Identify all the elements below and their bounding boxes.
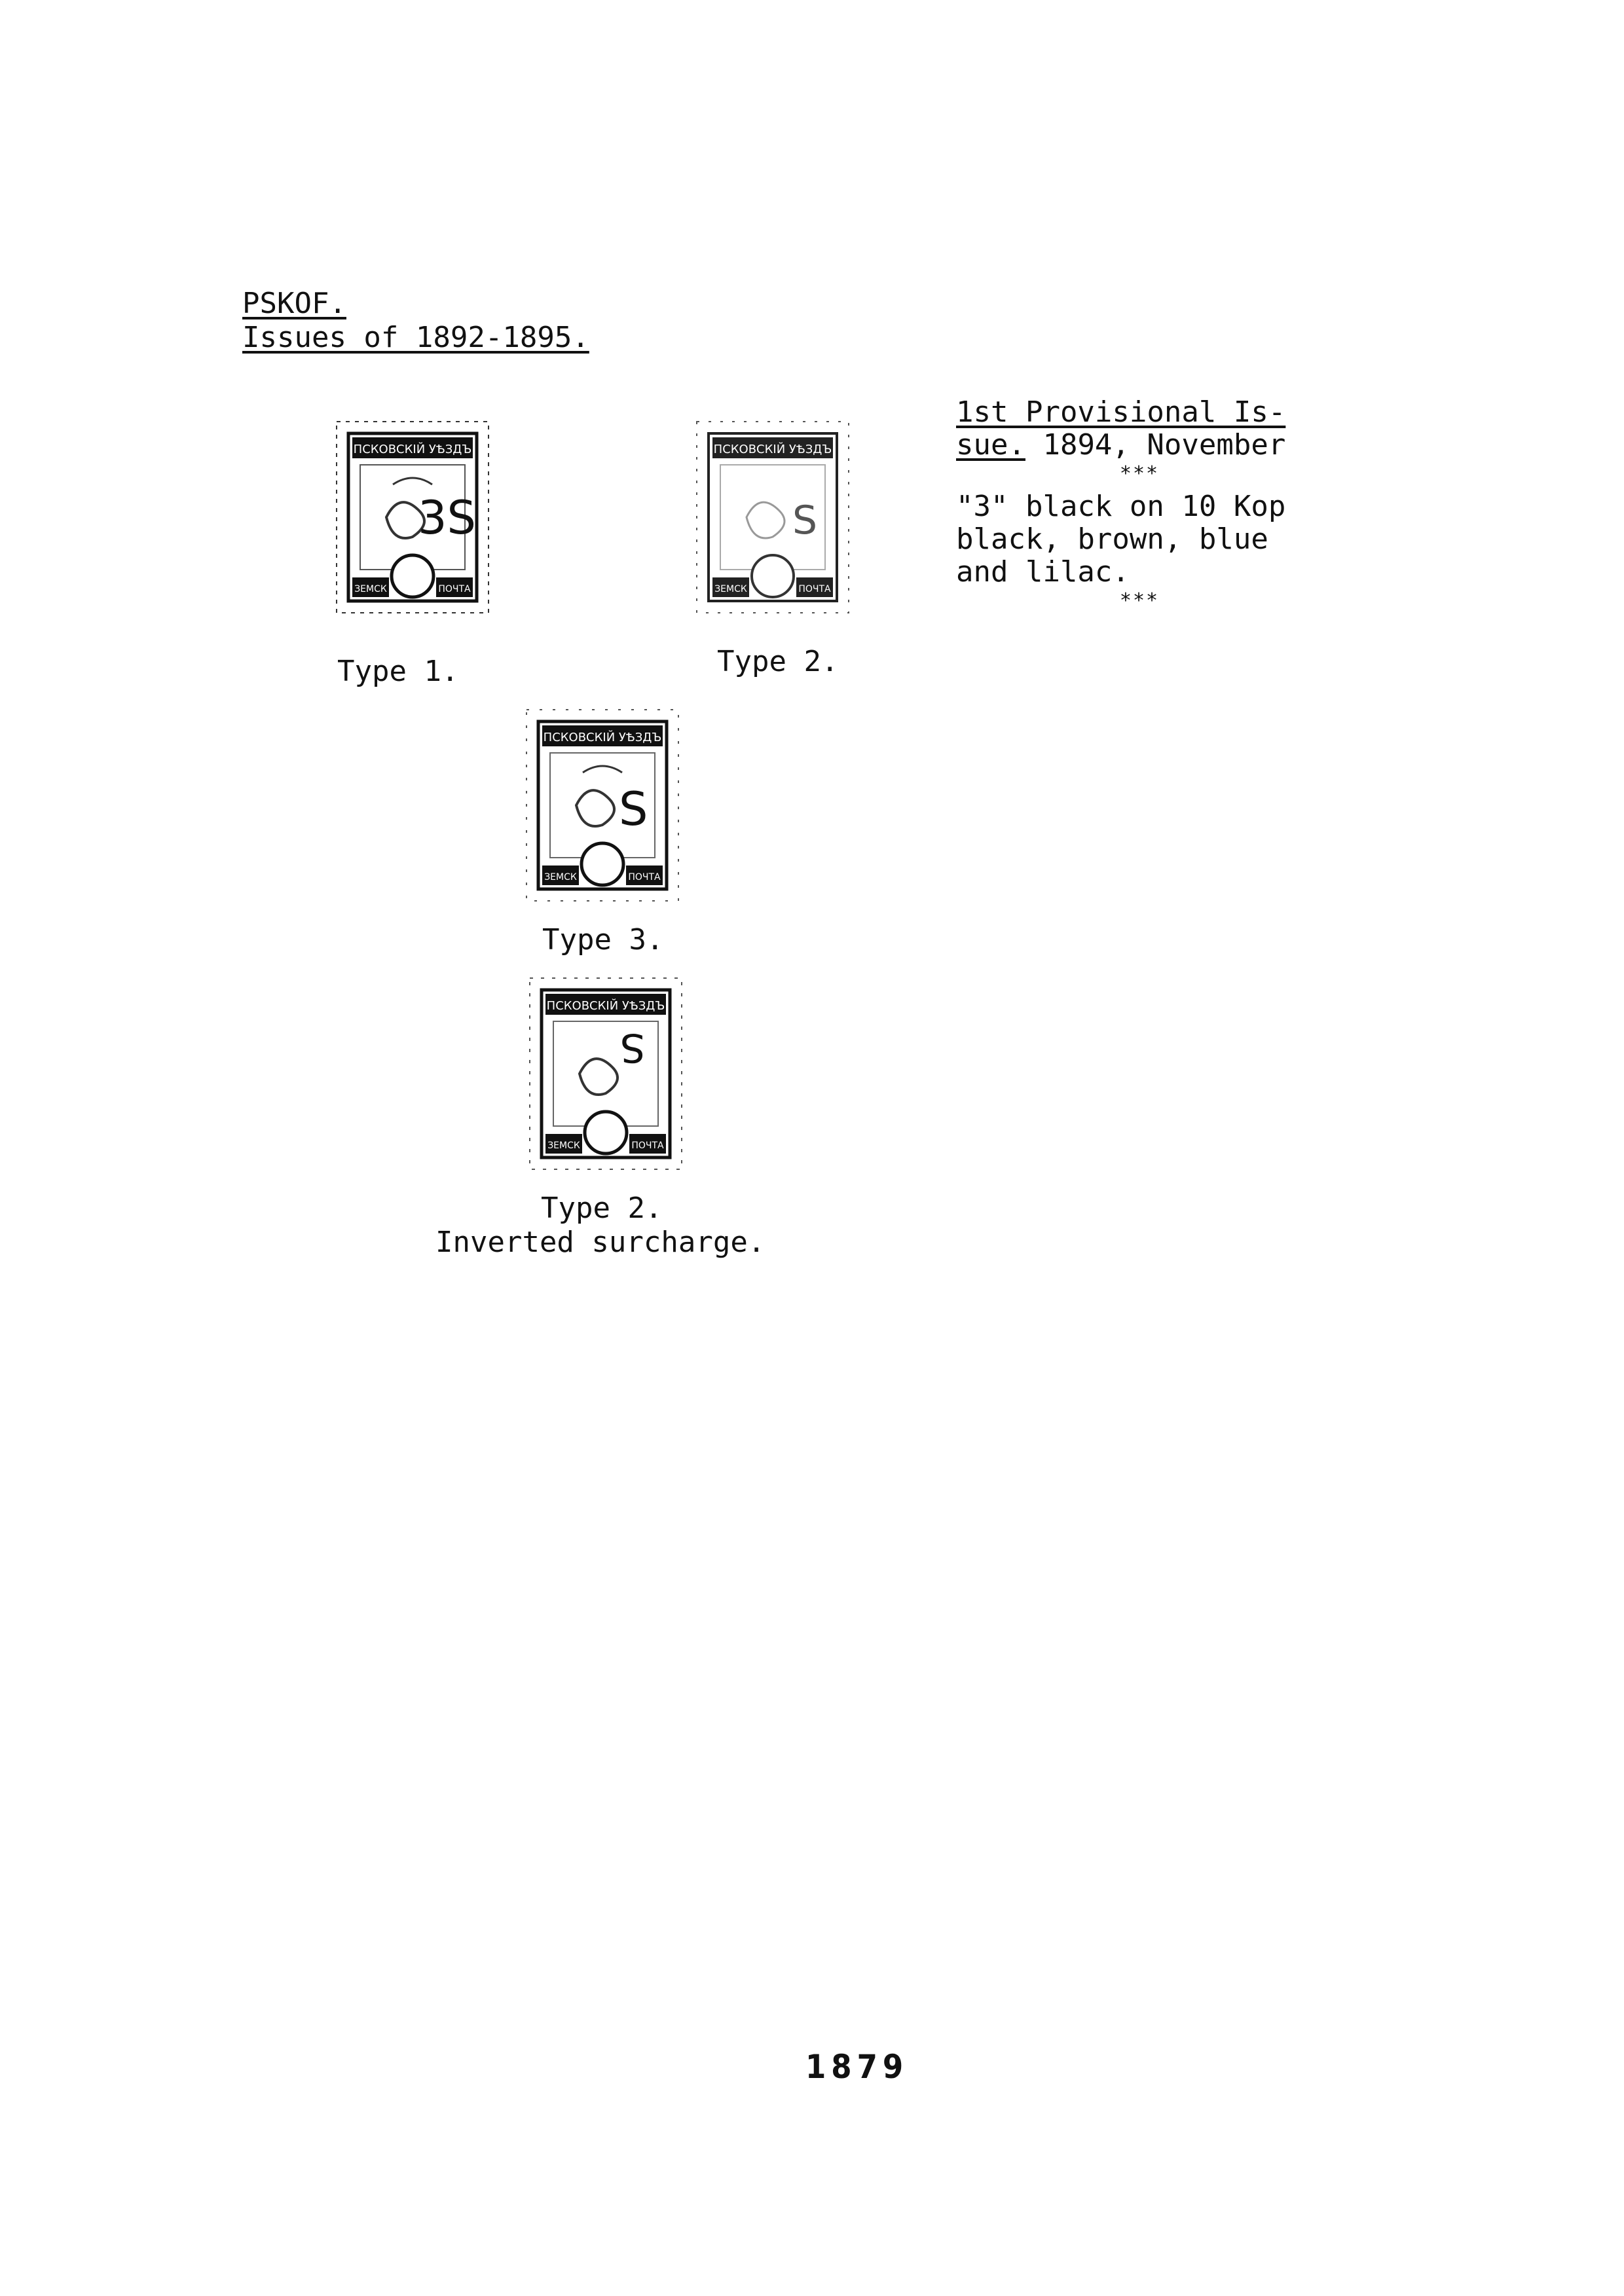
svg-text:S: S (619, 782, 648, 836)
caption-type-2: Type 2. (717, 645, 839, 678)
stamp-bottom-left-text: ЗЕМСК (547, 1140, 580, 1151)
issue-note (956, 396, 1323, 617)
separator-stars: *** (1119, 462, 1160, 485)
caption-type-3: Type 3. (542, 923, 664, 957)
stamp-image (694, 419, 851, 615)
stamp-type-3 (524, 707, 681, 903)
stamp-image (524, 707, 681, 903)
issue-heading-line2-underlined: sue. (956, 428, 1025, 462)
separator-stars-end: *** (1119, 589, 1160, 612)
stamp-image (527, 975, 684, 1172)
stamp-top-text: ПСКОВСКІЙ УѢЗДЪ (353, 443, 472, 456)
stamp-type-2 (694, 419, 851, 615)
stamp-image (334, 419, 491, 615)
stamp-bottom-left-text: ЗЕМСК (714, 584, 747, 594)
stamp-type-2-inverted (527, 975, 684, 1172)
page-number: 1879 (805, 2048, 909, 2086)
caption-type-2-inverted: Type 2. (541, 1192, 663, 1225)
svg-text:S: S (792, 498, 818, 543)
page-header (242, 287, 589, 355)
stamp-top-text: ПСКОВСКІЙ УѢЗДЪ (713, 443, 832, 456)
page-title: PSKOF. (242, 287, 346, 320)
stamp-bottom-right-text: ПОЧТА (798, 584, 831, 594)
stamp-bottom-right-text: ПОЧТА (631, 1140, 664, 1151)
stamp-top-text: ПСКОВСКІЙ УѢЗДЪ (543, 731, 662, 744)
issue-description: "3" black on 10 Kop black, brown, blue and lilac. (956, 490, 1286, 589)
stamp-bottom-right-text: ПОЧТА (628, 872, 661, 883)
issue-heading-line1: 1st Provisional Is- (956, 395, 1286, 429)
stamp-bottom-left-text: ЗЕМСК (354, 584, 387, 594)
svg-text:S: S (619, 1025, 645, 1070)
stamp-bottom-right-text: ПОЧТА (438, 584, 471, 594)
svg-text:3S: 3S (418, 491, 476, 545)
stamp-type-1 (334, 419, 491, 615)
page-subtitle: Issues of 1892-1895. (242, 321, 589, 354)
stamp-top-text: ПСКОВСКІЙ УѢЗДЪ (546, 999, 665, 1013)
caption-inverted-surcharge: Inverted surcharge. (435, 1226, 766, 1259)
issue-heading-line2-rest: 1894, November (1025, 428, 1286, 462)
caption-type-1: Type 1. (337, 655, 459, 688)
stamp-bottom-left-text: ЗЕМСК (544, 872, 577, 883)
